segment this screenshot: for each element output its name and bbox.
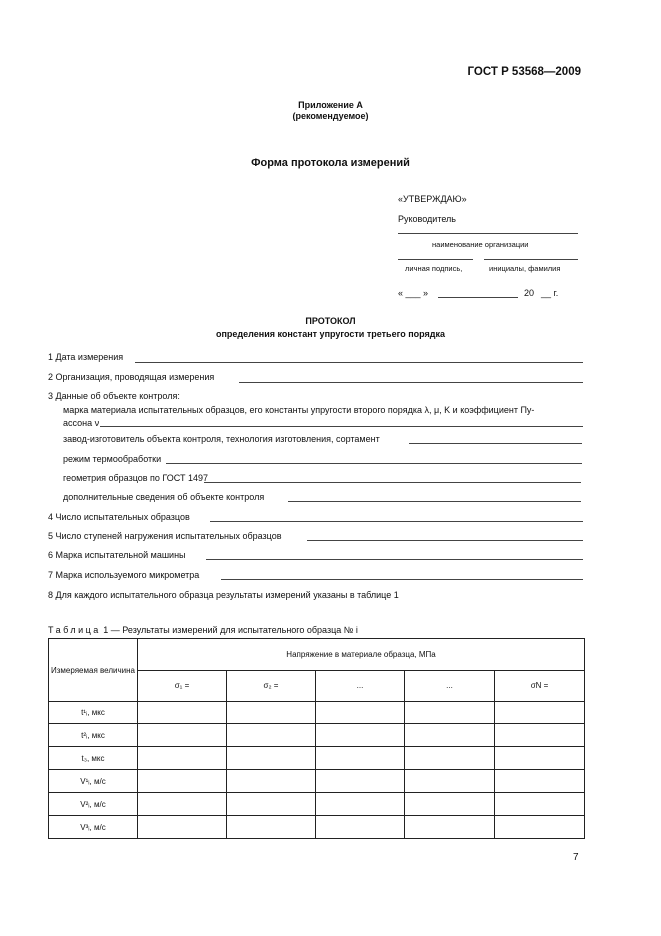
table-caption-word: Таблица	[48, 625, 101, 635]
approve-label: «УТВЕРЖДАЮ»	[398, 194, 467, 204]
stress-col-2: σ₂ =	[227, 670, 316, 702]
value-cell	[316, 793, 405, 816]
value-cell	[316, 724, 405, 747]
item-3b-manufacturer: завод-изготовитель объекта контроля, технология изготовления, сортамент	[63, 434, 380, 444]
value-cell	[405, 747, 495, 770]
item-3b-fill-line	[409, 443, 582, 444]
table-row	[49, 770, 585, 793]
value-cell	[405, 702, 495, 724]
table-caption	[48, 625, 358, 635]
value-cell	[227, 816, 316, 839]
annex-heading	[0, 100, 661, 122]
value-cell	[138, 816, 227, 839]
protocol-subtitle: определения констант упругости третьего порядка	[216, 329, 445, 339]
item-3e-fill-line	[288, 501, 581, 502]
head-label: Руководитель	[398, 214, 456, 224]
value-cell	[495, 702, 585, 724]
table-row	[49, 724, 585, 747]
item-3e-additional: дополнительные сведения об объекте контроля	[63, 492, 265, 502]
page-number: 7	[573, 852, 579, 863]
value-cell	[227, 702, 316, 724]
signature-line	[398, 259, 473, 260]
value-cell	[316, 816, 405, 839]
value-cell	[495, 724, 585, 747]
value-cell	[227, 793, 316, 816]
organization-caption: наименование организации	[432, 240, 529, 249]
table-caption-text: 1 — Результаты измерений для испытательного образца № i	[100, 625, 358, 635]
value-cell	[138, 702, 227, 724]
item-3c-heat-treatment: режим термообработки	[63, 454, 162, 464]
stress-col-1: σ₁ =	[138, 670, 227, 702]
row-label: V²ᵢ, м/с	[49, 793, 138, 816]
name-line	[484, 259, 578, 260]
value-cell	[227, 724, 316, 747]
protocol-title: ПРОТОКОЛ	[305, 316, 356, 326]
item-7-fill-line	[221, 579, 583, 580]
value-cell	[495, 770, 585, 793]
date-year-suffix: __ г.	[541, 288, 559, 298]
item-6-fill-line	[206, 559, 583, 560]
annex-status: (рекомендуемое)	[292, 111, 369, 121]
stress-group-header: Напряжение в материале образца, МПа	[138, 639, 585, 671]
item-3a-fill-line	[100, 426, 583, 427]
table-row	[49, 793, 585, 816]
value-cell	[316, 747, 405, 770]
value-cell	[316, 702, 405, 724]
table-row	[49, 702, 585, 724]
item-7-micrometer: 7 Марка используемого микрометра	[48, 570, 200, 580]
measured-quantity-header: Измеряемая величина	[49, 639, 138, 702]
item-3a-material: марка материала испытательных образцов, его константы упругости второго порядка λ, μ, K и коэффициент Пу-	[63, 405, 535, 415]
item-3-object-data: 3 Данные об объекте контроля:	[48, 391, 180, 401]
table-header-row	[49, 639, 585, 671]
document-code: ГОСТ Р 53568—2009	[467, 66, 581, 78]
value-cell	[138, 724, 227, 747]
item-2-organization: 2 Организация, проводящая измерения	[48, 372, 215, 382]
date-day: « ___ »	[398, 288, 429, 298]
value-cell	[227, 770, 316, 793]
signature-caption: личная подпись,	[405, 264, 463, 273]
item-3d-geometry: геометрия образцов по ГОСТ 1497	[63, 473, 209, 483]
row-label: V³ᵢ, м/с	[49, 816, 138, 839]
item-4-sample-count: 4 Число испытательных образцов	[48, 512, 190, 522]
value-cell	[405, 816, 495, 839]
row-label: t²ᵢ, мкс	[49, 724, 138, 747]
value-cell	[405, 724, 495, 747]
value-cell	[316, 770, 405, 793]
item-6-test-machine: 6 Марка испытательной машины	[48, 550, 186, 560]
item-3d-fill-line	[204, 482, 581, 483]
value-cell	[405, 793, 495, 816]
annex-label: Приложение А	[298, 100, 363, 110]
item-1-fill-line	[135, 362, 583, 363]
row-label: t₃, мкс	[49, 747, 138, 770]
item-5-load-steps: 5 Число ступеней нагружения испытательных образцов	[48, 531, 282, 541]
stress-col-4: ...	[405, 670, 495, 702]
item-1-measurement-date: 1 Дата измерения	[48, 352, 124, 362]
table-row	[49, 747, 585, 770]
table-row	[49, 816, 585, 839]
form-title: Форма протокола измерений	[251, 157, 410, 169]
value-cell	[138, 747, 227, 770]
item-3a-poisson: ассона ν	[63, 418, 100, 428]
value-cell	[138, 793, 227, 816]
item-8-results-note: 8 Для каждого испытательного образца результаты измерений указаны в таблице 1	[48, 590, 399, 600]
protocol-heading	[0, 315, 661, 341]
value-cell	[405, 770, 495, 793]
row-label: V¹ᵢ, м/с	[49, 770, 138, 793]
results-table	[48, 638, 585, 839]
value-cell	[495, 816, 585, 839]
stress-col-3: ...	[316, 670, 405, 702]
value-cell	[138, 770, 227, 793]
value-cell	[495, 793, 585, 816]
row-label: t¹ᵢ, мкс	[49, 702, 138, 724]
date-year-prefix: 20	[524, 288, 535, 298]
stress-col-n: σN =	[495, 670, 585, 702]
item-2-fill-line	[239, 382, 583, 383]
value-cell	[227, 747, 316, 770]
item-4-fill-line	[210, 521, 583, 522]
item-3c-fill-line	[166, 463, 582, 464]
date-month-line	[438, 297, 518, 298]
item-5-fill-line	[307, 540, 583, 541]
name-caption: инициалы, фамилия	[489, 264, 561, 273]
organization-line	[398, 233, 578, 234]
value-cell	[495, 747, 585, 770]
